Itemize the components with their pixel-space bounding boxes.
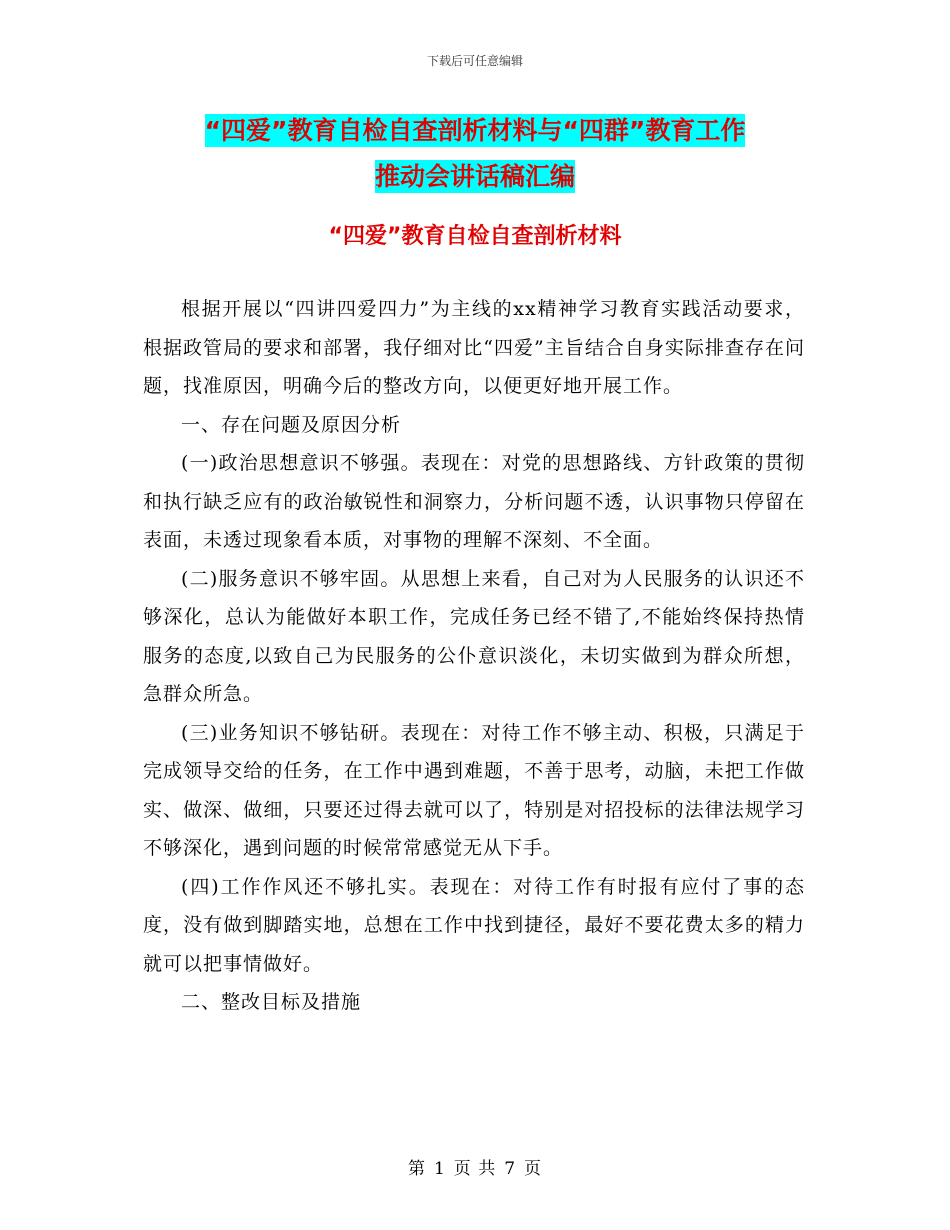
footer-total-pages: 7 [504,1159,517,1179]
heading-measures: 二、整改目标及措施 [181,991,362,1013]
footer-mid: 页 共 [453,1159,497,1179]
document-title [140,108,810,200]
footer-suffix: 页 [524,1159,543,1179]
header-note: 下载后可任意编辑 [426,54,523,68]
heading-problems: 一、存在问题及原因分析 [181,413,402,436]
title-line-1: “四爱”教育自检自查剖析材料与“四群”教育工作 [204,116,746,145]
paragraph-intro: 根据开展以“四讲四爱四力”为主线的xx精神学习教育实践活动要求，根据政管局的要求和部署，我仔细对比“四爱”主旨结合自身实际排查存在问题，找准原因，明确今后的整改方向，以便更好地开展工作。 [143,298,805,397]
section-title: “四爱”教育自检自查剖析材料 [328,224,622,249]
page-footer [0,1154,950,1179]
paragraph-item-4: (四)工作作风还不够扎实。表现在：对待工作有时报有应付了事的态度，没有做到脚踏实地，总想在工作中找到捷径，最好不要花费太多的精力就可以把事情做好。 [143,875,805,975]
body-text [143,290,805,1022]
footer-page-number: 1 [433,1159,446,1179]
paragraph-item-2: (二)服务意识不够牢固。从思想上来看，自己对为人民服务的认识还不够深化，总认为能做好本职工作，完成任务已经不错了,不能始终保持热情服务的态度,以致自己为民服务的公仆意识淡化，未切实做到为群众所想，急群众所急。 [143,567,805,705]
paragraph-item-3: (三)业务知识不够钻研。表现在：对待工作不够主动、积极，只满足于完成领导交给的任务，在工作中遇到难题，不善于思考，动脑，未把工作做实、做深、做细，只要还过得去就可以了，特别是对招投标的法律法规学习不够深化，遇到问题的时候常常感觉无从下手。 [143,721,805,859]
paragraph-item-1: (一)政治思想意识不够强。表现在：对党的思想路线、方针政策的贯彻和执行缺乏应有的政治敏锐性和洞察力，分析问题不透，认识事物只停留在表面，未透过现象看本质，对事物的理解不深刻、不全面。 [143,452,805,551]
footer-prefix: 第 [407,1159,426,1179]
title-line-2: 推动会讲话稿汇编 [374,162,575,191]
